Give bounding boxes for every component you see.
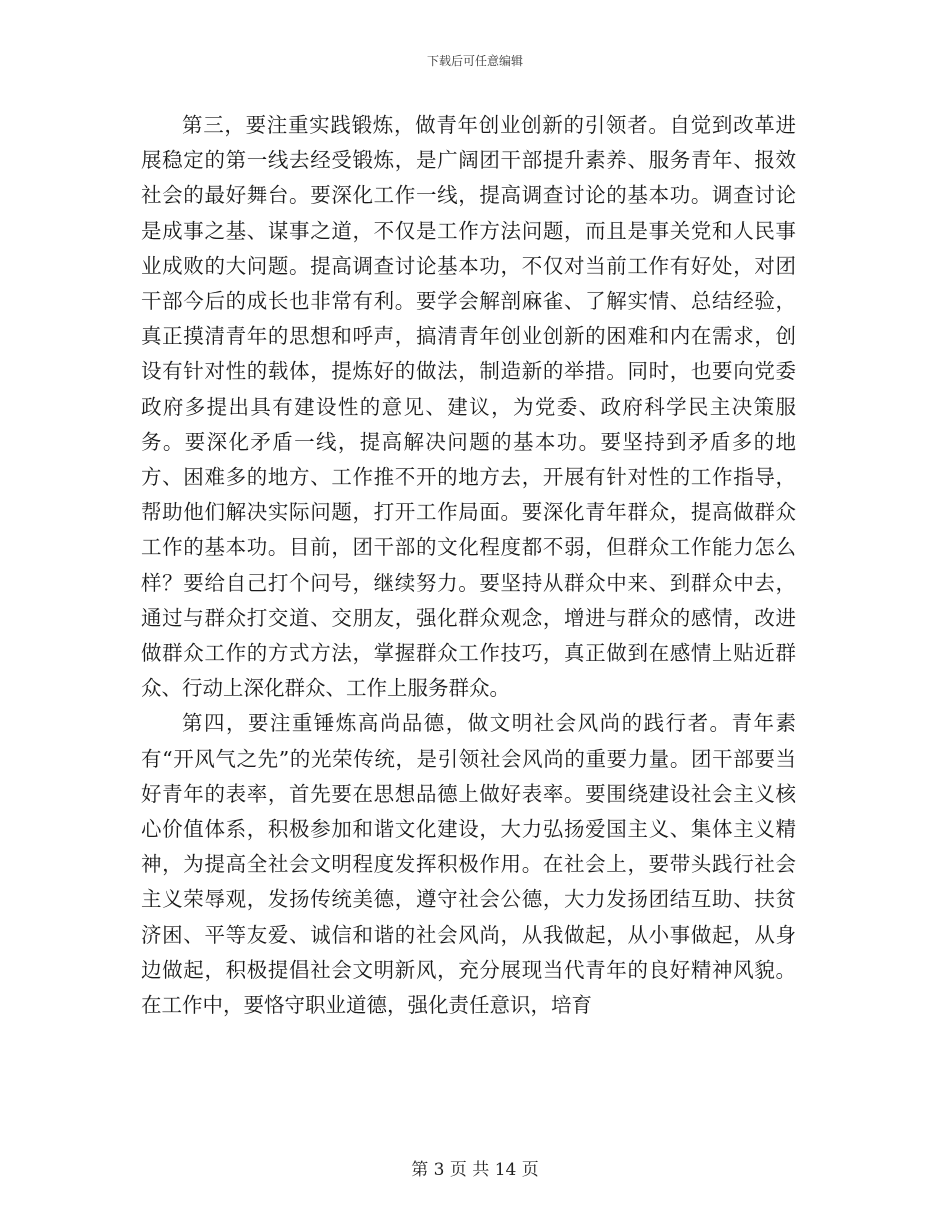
paragraph-fourth-point: 第四，要注重锤炼高尚品德，做文明社会风尚的践行者。青年素有“开风气之先”的光荣传统，是引领社会风尚的重要力量。团干部要当好青年的表率，首先要在思想品德上做好表率。要围绕建设社会主义核心价值体系，积极参加和谐文化建设，大力弘扬爱国主义、集体主义精神，为提高全社会文明程度发挥积极作用。在社会上，要带头践行社会主义荣辱观，发扬传统美德，遵守社会公德，大力发扬团结互助、扶贫济困、平等友爱、诚信和谐的社会风尚，从我做起，从小事做起，从身边做起，积极提倡社会文明新风，充分展现当代青年的良好精神风貌。在工作中，要恪守职业道德，强化责任意识，培育 <box>141 711 796 1018</box>
paragraph-third-point: 第三，要注重实践锻炼，做青年创业创新的引领者。自觉到改革进展稳定的第一线去经受锻炼，是广阔团干部提升素养、服务青年、报效社会的最好舞台。要深化工作一线，提高调查讨论的基本功。调查讨论是成事之基、谋事之道，不仅是工作方法问题，而且是事关党和人民事业成败的大问题。提高调查讨论基本功，不仅对当前工作有好处，对团干部今后的成长也非常有利。要学会解剖麻雀、了解实情、总结经验，真正摸清青年的思想和呼声，搞清青年创业创新的困难和内在需求，创设有针对性的载体，提炼好的做法，制造新的举措。同时，也要向党委政府多提出具有建设性的意见、建议，为党委、政府科学民主决策服务。要深化矛盾一线，提高解决问题的基本功。要坚持到矛盾多的地方、困难多的地方、工作推不开的地方去，开展有针对性的工作指导，帮助他们解决实际问题，打开工作局面。要深化青年群众，提高做群众工作的基本功。目前，团干部的文化程度都不弱，但群众工作能力怎么样？要给自己打个问号，继续努力。要坚持从群众中来、到群众中去，通过与群众打交道、交朋友，强化群众观念，增进与群众的感情，改进做群众工作的方式方法，掌握群众工作技巧，真正做到在感情上贴近群众、行动上深化群众、工作上服务群众。 <box>141 113 796 701</box>
page-header: 下载后可任意编辑 <box>426 54 523 68</box>
page-number-footer: 第 3 页 共 14 页 <box>411 1160 539 1180</box>
document-body <box>141 108 796 1023</box>
